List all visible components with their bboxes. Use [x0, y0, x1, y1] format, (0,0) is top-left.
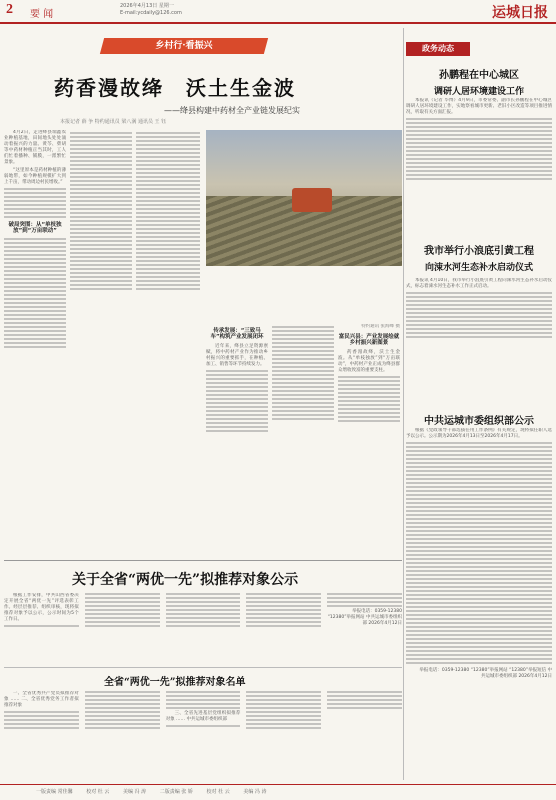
feature-title: 药香漫故绛 沃土生金波 — [54, 76, 296, 100]
feature-intro: 4月2日，走进绛县瑞鑫农业种植基地，田间地头处处涌动着振兴的力量。黄芩、柴胡等中药材种植正当其时，工人们忙着播种、铺膜，一派繁忙景象。 — [4, 130, 66, 165]
feature-heading-3: 富民兴县：产业发展绘就乡村振兴新图景 — [338, 334, 400, 346]
story3-body — [406, 428, 552, 768]
nominee-list-part1: 一、全省优秀共产党员拟推荐对象 …… 二、全省优秀党务工作者拟推荐对象 — [4, 691, 79, 708]
story1-title-line2: 调研人居环境建设工作 — [433, 87, 524, 97]
list-title: 全省“两优一先”拟推荐对象名单 — [104, 677, 246, 688]
masthead — [0, 0, 556, 24]
feature-col3-text: 药香漫故绛，沃土生金波。从“单枝独放”到“万亩联动”，中药材产业正成为绛县群众增收致富的重要支柱。 — [338, 350, 400, 373]
page-number: 2 — [6, 2, 13, 17]
footer-item: 校对 杜 云 — [86, 789, 110, 795]
two-excellent-notice — [4, 560, 402, 770]
notice-divider — [4, 667, 402, 668]
tractor-icon — [292, 188, 332, 212]
tractor-photo — [206, 130, 402, 266]
story1-title — [406, 66, 552, 97]
footer-item: 二版责编 张 娇 — [159, 789, 193, 795]
story2-title-line1: 我市举行小浪底引黄工程 — [424, 246, 534, 257]
nominee-list-part2: 三、全省先进基层党组织拟推荐对象 …… 中共运城市委组织部 — [165, 711, 241, 722]
story2-text: 本报讯 4月10日，我市举行小浪底引黄工程向涑水河生态补水启动仪式，标志着涑水河生态补水工作正式启动。 — [406, 278, 552, 289]
story1-text: 本报讯（记者 毕博）4月9日，市委常委、副市长孙鹏程在中心城区调研人居环境建设工作，实地察看城市更新、老旧小区改造等项目推进情况，听取有关方面汇报。 — [406, 98, 552, 115]
feature-heading-1: 破局突围：从“单枝独放”到“万亩联动” — [8, 222, 62, 234]
email: E-mail:ycdaily@126.com — [120, 10, 182, 16]
nominee-list — [4, 691, 402, 769]
story2-body — [406, 278, 552, 398]
footer-item: 一版责编 常佳馨 — [36, 789, 73, 795]
column-divider — [403, 28, 404, 780]
footer-item: 美编 冯 涛 — [122, 789, 147, 795]
footer-item: 美编 冯 涛 — [243, 789, 267, 795]
feature-column-5 — [272, 324, 334, 550]
paper-title: 运城日报 — [492, 5, 548, 21]
government-news-tag: 政务动态 — [406, 42, 470, 56]
story1-body — [406, 98, 552, 228]
issue-date: 2026年4月13日 星期一 — [120, 3, 174, 9]
feature-column-1 — [4, 130, 66, 550]
feature-column-3 — [136, 130, 200, 550]
story3-text: 根据《党政领导干部选拔任用工作条例》有关规定，现将拟任职人选予以公示。公示期为2026年4月13日至2026年4月17日。 — [406, 428, 552, 439]
footer-item: 校对 杜 云 — [206, 789, 230, 795]
feature-column-2 — [70, 130, 132, 550]
notice-body — [4, 593, 402, 665]
column-banner-label: 乡村行·看振兴 — [155, 41, 213, 51]
feature-heading-2: 传承发展：“三致马车”构筑产业发展闭环 — [210, 328, 264, 340]
feature-quote: “这里原本是药材种植的薄弱地带，如今种植规模扩大到上千亩，带动周边村民增收。” — [4, 168, 66, 185]
story1-title-line1: 孙鹏程在中心城区 — [439, 70, 519, 81]
photo-caption: 特约通讯 张海峰 摄 — [361, 324, 400, 329]
section-label: 要 闻 — [30, 9, 54, 20]
notice-contact: 举报电话：0359-12380 “12380”举报网站 中共运城市委组织部 2026年4月12日 — [327, 609, 402, 626]
feature-col2-text: 近年来，绛县立足资源禀赋，将中药材产业作为推动乡村振兴的重要抓手，在种植、加工、销售等环节持续发力。 — [206, 344, 268, 367]
date-line — [120, 3, 182, 17]
right-column — [406, 28, 552, 768]
page-footer — [0, 784, 556, 800]
notice-title: 关于全省“两优一先”拟推荐对象公示 — [72, 572, 299, 588]
story3-title: 中共运城市委组织部公示 — [424, 416, 534, 427]
feature-subtitle: ——绛县构建中药材全产业链发展纪实 — [164, 106, 300, 115]
column-banner — [100, 38, 268, 54]
feature-column-6 — [338, 324, 400, 550]
feature-byline: 本报记者 薛 争 特约通讯员 梁八满 通讯员 王 钰 — [60, 119, 167, 125]
story2-title-line2: 向涑水河生态补水启动仪式 — [424, 263, 533, 273]
notice-text: 根据工作安排，中共山西省委决定开展全省“两优一先”评选表彰工作。经层层推荐、组织审核，现将拟推荐对象予以公示，公示时间为5个工作日。 — [4, 593, 79, 622]
feature-article — [4, 28, 402, 556]
story2-title — [406, 242, 552, 273]
story3-contact: 举报电话：0359-12380 “12380”举报网站 “12380”举报短信 中共运城市委组织部 2026年4月12日 — [419, 668, 552, 679]
feature-column-4 — [206, 324, 268, 550]
